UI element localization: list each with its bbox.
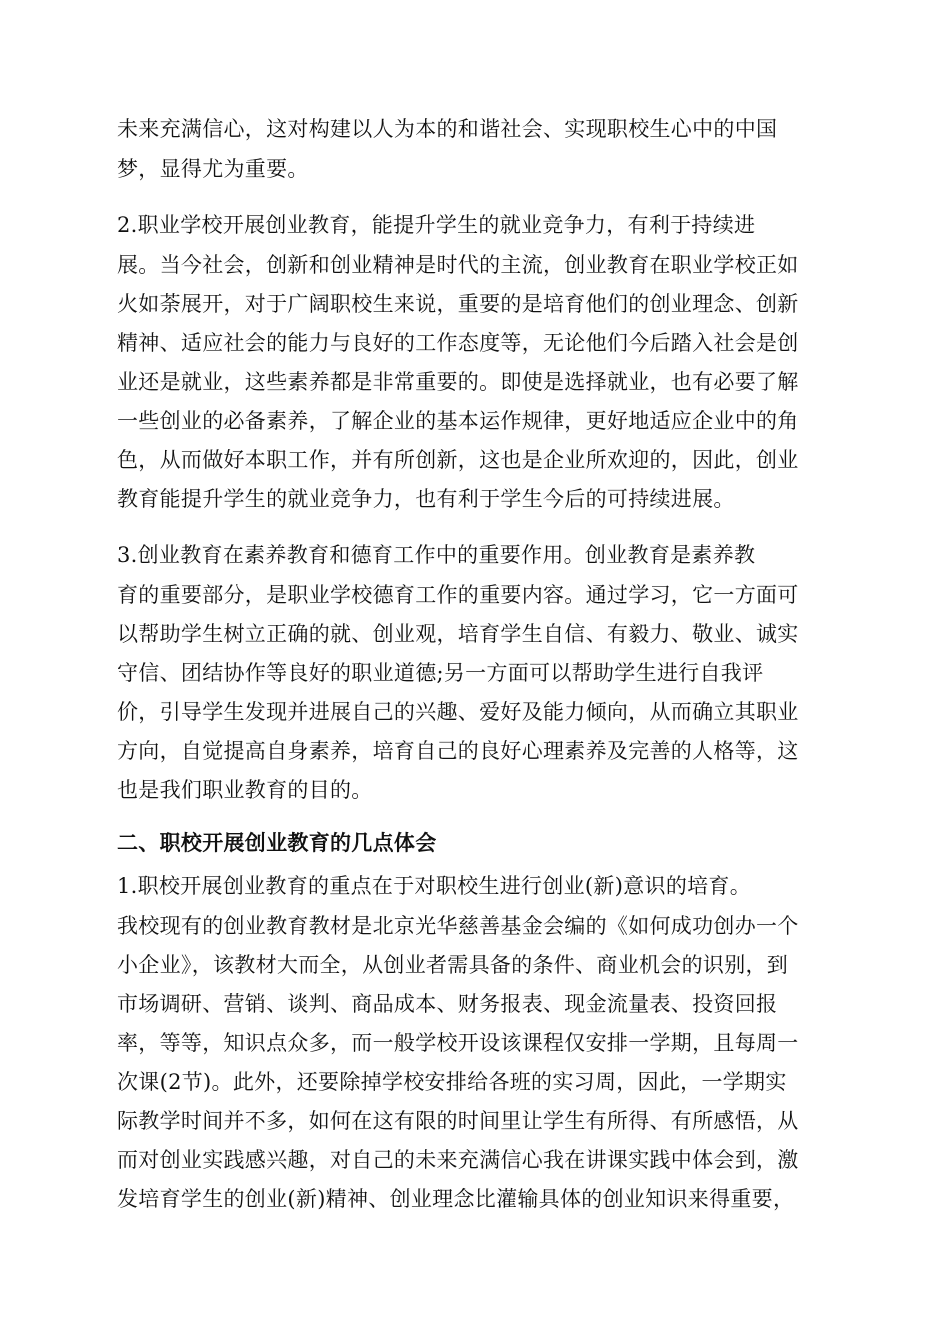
text-line: 色，从而做好本职工作，并有所创新，这也是企业所欢迎的，因此，创业 xyxy=(117,448,799,472)
text-line: 也是我们职业教育的目的。 xyxy=(117,778,373,802)
text-line: 火如荼展开，对于广阔职校生来说，重要的是培育他们的创业理念、创新 xyxy=(117,292,799,316)
text-line: 业还是就业，这些素养都是非常重要的。即使是选择就业，也有必要了解 xyxy=(117,370,799,394)
text-line: 价，引导学生发现并进展自己的兴趣、爱好及能力倾向，从而确立其职业 xyxy=(117,700,799,724)
text-line: 次课(2节)。此外，还要除掉学校安排给各班的实习周，因此，一学期实 xyxy=(117,1070,787,1094)
text-line: 梦，显得尤为重要。 xyxy=(117,157,309,181)
text-line: 精神、适应社会的能力与良好的工作态度等，无论他们今后踏入社会是创 xyxy=(117,331,799,355)
text-line: 3.创业教育在素养教育和德育工作中的重要作用。创业教育是素养教 xyxy=(117,543,756,567)
text-line: 一些创业的必备素养，了解企业的基本运作规律，更好地适应企业中的角 xyxy=(117,409,799,433)
text-line: 教育能提升学生的就业竞争力，也有利于学生今后的可持续进展。 xyxy=(117,487,735,511)
text-line: 而对创业实践感兴趣，对自己的未来充满信心我在讲课实践中体会到，激 xyxy=(117,1148,799,1172)
text-line: 方向，自觉提高自身素养，培育自己的良好心理素养及完善的人格等，这 xyxy=(117,739,799,763)
text-line: 未来充满信心，这对构建以人为本的和谐社会、实现职校生心中的中国 xyxy=(117,117,778,141)
text-line: 发培育学生的创业(新)精神、创业理念比灌输具体的创业知识来得重要， xyxy=(117,1187,795,1211)
text-line: 市场调研、营销、谈判、商品成本、财务报表、现金流量表、投资回报 xyxy=(117,992,778,1016)
text-line: 际教学时间并不多，如何在这有限的时间里让学生有所得、有所感悟，从 xyxy=(117,1109,799,1133)
text-line: 育的重要部分，是职业学校德育工作的重要内容。通过学习，它一方面可 xyxy=(117,583,799,607)
text-line: 率，等等，知识点众多，而一般学校开设该课程仅安排一学期，且每周一 xyxy=(117,1031,799,1055)
text-line: 以帮助学生树立正确的就、创业观，培育学生自信、有毅力、敬业、诚实 xyxy=(117,622,799,646)
text-line: 小企业》，该教材大而全，从创业者需具备的条件、商业机会的识别，到 xyxy=(117,953,789,977)
text-line: 展。当今社会，创新和创业精神是时代的主流，创业教育在职业学校正如 xyxy=(117,253,799,277)
text-line: 1.职校开展创业教育的重点在于对职校生进行创业(新)意识的培育。 xyxy=(117,874,752,898)
text-line: 2.职业学校开展创业教育，能提升学生的就业竞争力，有利于持续进 xyxy=(117,213,756,237)
text-line: 我校现有的创业教育教材是北京光华慈善基金会编的《如何成功创办一个 xyxy=(117,914,799,938)
section-heading: 二、职校开展创业教育的几点体会 xyxy=(117,831,437,855)
text-line: 守信、团结协作等良好的职业道德;另一方面可以帮助学生进行自我评 xyxy=(117,661,764,685)
